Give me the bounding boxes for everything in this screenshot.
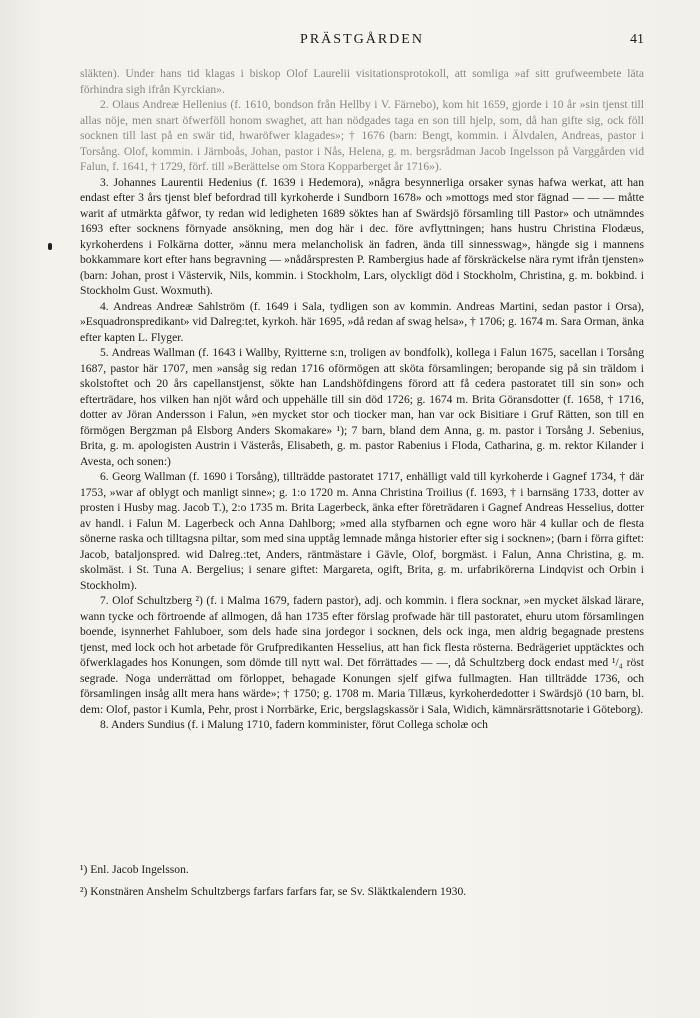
footnote-2: ²) Konstnären Anshelm Schultzbergs farfars farfars far, se Sv. Släktkalendern 1930.	[80, 885, 467, 898]
paragraph-5: 5. Andreas Wallman (f. 1643 i Wallby, Ryitterne s:n, troligen av bondfolk), kollega i Falun 1675, sacellan i Torsång 1687, pastor här 1707, men »ansåg sig redan 1716 oförmögen att sköta församlingen; beropande sig på sin träldom i skolstoftet och 20 års capellanstjenst, sökte han Landshöfdingens förord att få cedera pastoratet till sin son» och efterträdare, hos vilken han njöt wård och uppehälle till sin död 1726; g. 1674 m. Brita Göransdotter (f. 1658, † 1716, dotter av Jöran Andersson i Falun, »en mycket stor och tiocker man, han var ock Bisitiare i Gruf Rätten, son till en förmögen Bergzman på Elsborg Anders Skomakare» ¹); 7 barn, bland dem Anna, g. m. pastor i Torsång J. Sebenius, Brita, g. m. apologisten Austrin i Västerås, Elisabeth, g. m. pastor Rabenius i Floda, Catharina, g. m. rektor Kilander i Avesta, och sonen:)	[80, 346, 644, 468]
paragraph-7: 7. Olof Schultzberg ²) (f. i Malma 1679, fadern pastor), adj. och kommin. i flera socknar, »en mycket älskad lärare, wann tycke och förtroende af allmogen, då han 1735 efter förslag profwade här till pastoratet, ehuru utom församlingen boende, isynnerhet Fahluboer, som dels hade sina jordegor i socknen, dels ock inga, men aldrig begagnade prestens tjenst, med lock och hot arbetade för Grufpredikanten Hesselius, att han fick flesta rösterna. Bedrägeriet upptäcktes och öfwerklagades hos Konungen, som dömde till nytt wal. Det förrättades — —, då Schultzberg dock endast med ¹/₄ röst segrade. Noga underrättad om förloppet, behagade Konungen sjelf gifwa fullmagten. Han tillträdde 1736, och församlingen insåg allt mera hans wärde»; † 1750; g. 1708 m. Maria Tillæus, kyrkoherdedotter i Swärdsjö (10 barn, bl. dem: Olof, pastor i Kumla, Pehr, prost i Norrbärke, Eric, bergslagskassör i Sala, Widich, kämnärsrättsnotarie i Göteborg).	[80, 594, 644, 716]
footnotes	[80, 862, 644, 900]
paragraph-2: 2. Olaus Andreæ Hellenius (f. 1610, bondson från Hellby i V. Färnebo), kom hit 1659, gjorde i 10 år »sin tjenst till allas nöje, men snart öfwerföll honom swaghet, att han nödgades taga en son till hjelp, som, då han gifte sig, ock föll socknen till last på en swär tid, hwaröfwer klagades»; † 1676 (barn: Bengt, kommin. i Älvdalen, Andreas, pastor i Torsång. Olof, kommin. i Järnboås, Johan, pastor i Nås, Helena, g. m. bergsrådman Jacob Ingelsson på Varggården vid Falun, f. 1641, † 1729, förf. till »Berättelse om Stora Kopparberget år 1716»).	[80, 98, 644, 173]
paragraph-6: 6. Georg Wallman (f. 1690 i Torsång), tillträdde pastoratet 1717, enhälligt vald till kyrkoherde i Gagnef 1734, † där 1753, »war af oblygt och manligt sinne»; g. 1:o 1720 m. Anna Christina Troilius (f. 1693, † i barnsäng 1733, dotter av prosten i Husby mag. Jacob T.), 2:o 1735 m. Brita Lagerbeck, änka efter företrädaren i Gagnef Andreas Hesselius, dotter av handl. i Falun M. Lagerbeck och Anna Dahlborg; »med alla styfbarnen och egne woro här 4 kullar och de flesta sönerne raska och tilltagsna piltar, som med sina upptåg lemnade många historier efter sig i socknen»; (barn i förra giftet: Jacob, bataljonspred. wid Dalreg.:tet, Anders, räntmästare i Gävle, Olof, borgmäst. i Falun, Anna Christina, g. m. skolmäst. i St. Tuna A. Bergelius; i senare giftet: Margareta, ogift, Brita, g. m. urfabrikörerna Lindqvist och Orbin i Stockholm).	[80, 470, 644, 592]
page-number: 41	[630, 32, 644, 47]
paragraph-3: 3. Johannes Laurentii Hedenius (f. 1639 i Hedemora), »några besynnerliga orsaker synas hafwa werkat, att han endast efter 3 års tjenst blef befordrad till kyrkoherde i Sundborn 1678» och »mottogs med stor fägnad — — — måtte warit af utmärkta gåfwor, ty redan wid ledigheten 1689 söktes han af Swärdsjö församling till Pastor» och utnämndes 1693 efter socknens förnyade ansökning, men dog här i dec. före avflyttningen; hans hustru Christina Flodæus, kyrkoherdens i Folkärna dotter, »ännu mera melancholisk än fadren, ända till sinnesswag», hängde sig i mannens bokkammare kort efter hans begravning — »nådårspresten P. Rambergius hade af förskräckelse nära rymt ifrån tjensten» (barn: Johan, prost i Västervik, Nils, kommin. i Stockholm, Lars, olyckligt död i Stockholm, Christina, g. m. bokbind. i Stockholm Gust. Woxmuth).	[80, 175, 644, 297]
paragraph-continuation: släkten). Under hans tid klagas i biskop Olof Laurelii visitationsprotokoll, att somliga »af sitt grufweembete läta förhindra sigh ifrån Kyrckian».	[80, 67, 644, 96]
body-text	[80, 66, 644, 733]
margin-mark	[48, 243, 52, 250]
paragraph-4: 4. Andreas Andreæ Sahlström (f. 1649 i Sala, tydligen son av kommin. Andreas Martini, sedan pastor i Orsa), »Esquadronspredikant» vid Dalreg:tet, kyrkoh. här 1695, »då redan af swag helsa», † 1706; g. 1674 m. Sara Orman, änka efter kapten L. Flyger.	[80, 299, 644, 344]
footnote-1: ¹) Enl. Jacob Ingelsson.	[80, 863, 189, 876]
running-title: PRÄSTGÅRDEN	[300, 32, 424, 47]
page-header	[80, 32, 644, 54]
paragraph-8: 8. Anders Sundius (f. i Malung 1710, fadern komminister, förut Collega scholæ och	[100, 718, 488, 731]
